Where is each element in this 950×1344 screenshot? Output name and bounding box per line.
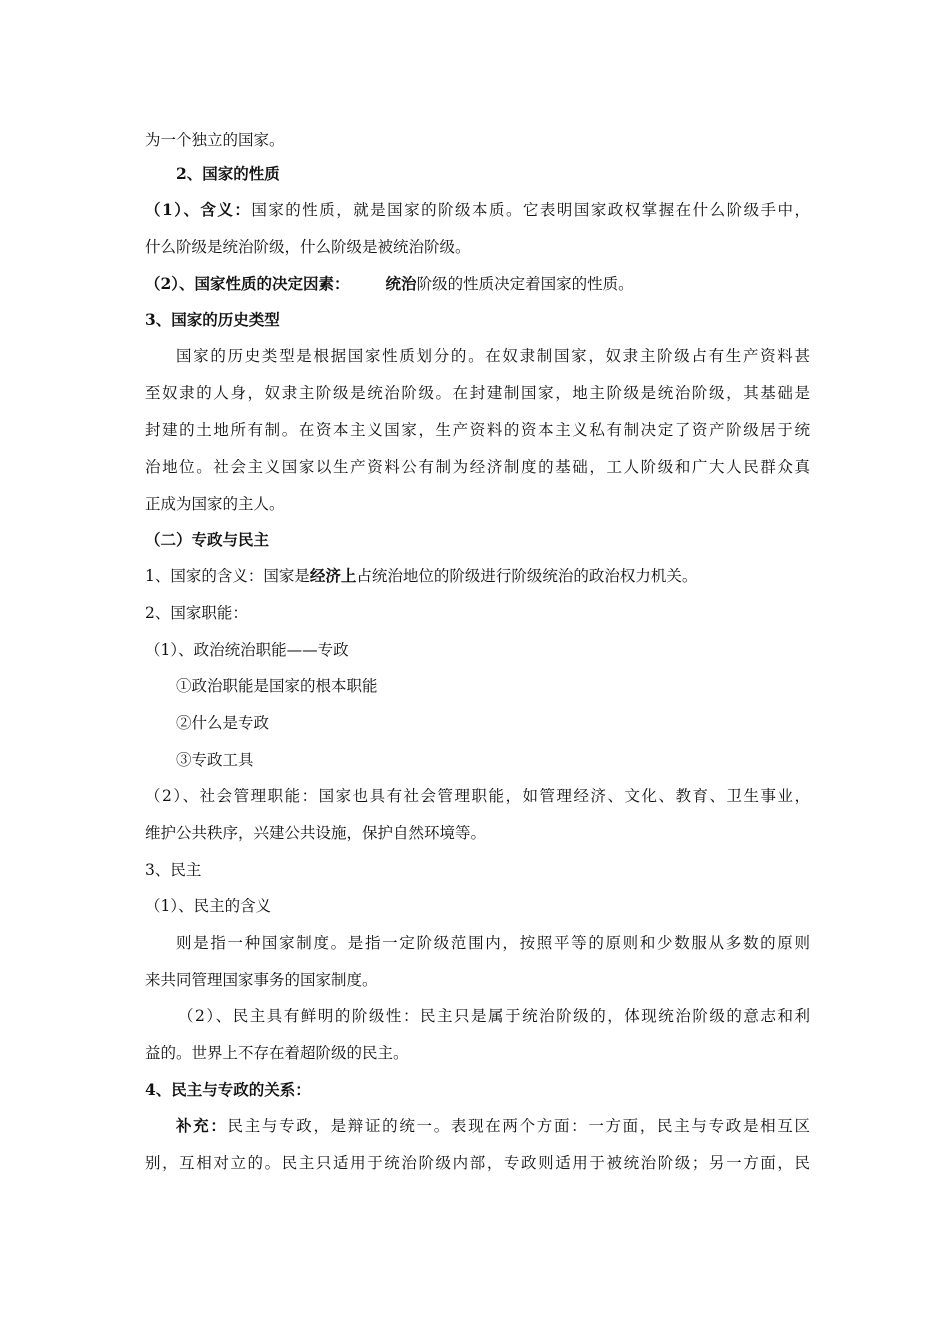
paragraph-line: 国家的历史类型是根据国家性质划分的。在奴隶制国家，奴隶主阶级占有生产资料甚	[176, 347, 810, 365]
paragraph-line	[176, 1116, 810, 1136]
section-heading: 2、国家的性质	[176, 164, 280, 183]
text-run: 1、国家的含义：国家是	[145, 567, 310, 585]
paragraph-line: 为一个独立的国家。	[145, 131, 285, 149]
paragraph-line: （2）、民主具有鲜明的阶级性：民主只是属于统治阶级的，体现统治阶级的意志和利	[178, 1007, 810, 1025]
paragraph-line: 益的。世界上不存在着超阶级的民主。	[145, 1044, 409, 1062]
paragraph-line: （1）、政治统治职能——专政	[145, 641, 349, 659]
paragraph-line: 维护公共秩序，兴建公共设施，保护自然环境等。	[145, 824, 487, 842]
term-text: 阶级的性质决定着国家的性质。	[416, 275, 634, 293]
emphasis-text: 统治	[385, 274, 417, 293]
section-heading: 4、民主与专政的关系：	[145, 1080, 311, 1099]
paragraph-line: 3、民主	[145, 861, 202, 879]
paragraph-line: （1）、民主的含义	[145, 897, 272, 915]
paragraph-line: 什么阶级是统治阶级，什么阶级是被统治阶级。	[145, 238, 471, 256]
list-item: ①政治职能是国家的根本职能	[176, 677, 378, 695]
list-item: ③专政工具	[176, 751, 254, 769]
paragraph-line: 别，互相对立的。民主只适用于统治阶级内部，专政则适用于被统治阶级；另一方面，民	[145, 1154, 810, 1172]
section-heading: （二）专政与民主	[145, 530, 270, 549]
paragraph-line: 封建的土地所有制。在资本主义国家，生产资料的资本主义私有制决定了资产阶级居于统	[145, 421, 810, 439]
paragraph-line: （2）、社会管理职能：国家也具有社会管理职能，如管理经济、文化、教育、卫生事业，	[145, 787, 810, 805]
term-label: （1）、含义：	[145, 200, 252, 219]
paragraph-line: 正成为国家的主人。	[145, 495, 285, 513]
section-heading: 3、国家的历史类型	[145, 310, 280, 329]
paragraph-line: 至奴隶的人身，奴隶主阶级是统治阶级。在封建制国家，地主阶级是统治阶级，其基础是	[145, 384, 810, 402]
list-item: ②什么是专政	[176, 714, 270, 732]
paragraph-line: 则是指一种国家制度。是指一定阶级范围内，按照平等的原则和少数服从多数的原则	[176, 934, 810, 952]
term-label: （2）、国家性质的决定因素：	[145, 274, 350, 293]
emphasis-text: 经济上	[309, 566, 357, 585]
paragraph-line	[145, 200, 810, 220]
paragraph-line	[145, 274, 810, 294]
paragraph-line: 2、国家职能：	[145, 604, 248, 622]
paragraph-line: 治地位。社会主义国家以生产资料公有制为经济制度的基础，工人阶级和广大人民群众真	[145, 458, 810, 476]
paragraph-line	[145, 566, 810, 586]
term-text: 民主与专政，是辩证的统一。表现在两个方面：一方面，民主与专政是相互区	[227, 1117, 810, 1135]
term-label: 补充：	[176, 1116, 228, 1135]
paragraph-line: 来共同管理国家事务的国家制度。	[145, 971, 378, 989]
term-text: 国家的性质，就是国家的阶级本质。它表明国家政权掌握在什么阶级手中，	[251, 201, 810, 219]
text-run: 占统治地位的阶级进行阶级统治的政治权力机关。	[356, 567, 698, 585]
